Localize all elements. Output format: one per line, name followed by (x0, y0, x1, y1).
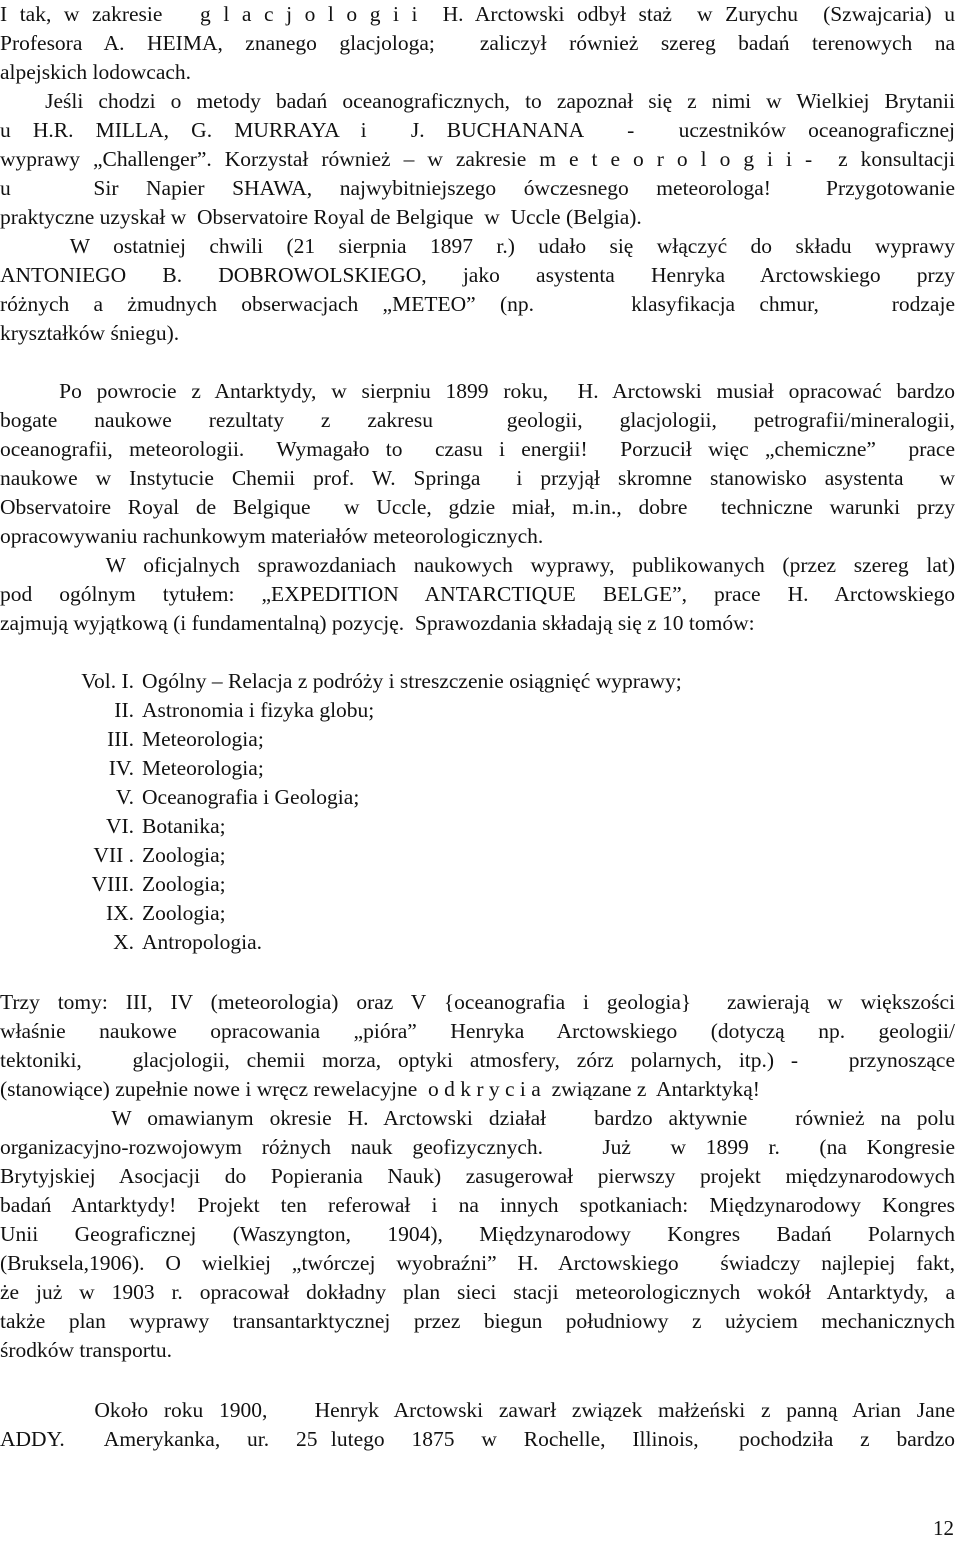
paragraph-line: I tak, w zakresie g l a c j o l o g i i H. Arctowski odbył staż w Zurychu (Szwajcaria) u (0, 2, 955, 26)
paragraph-line: ANTONIEGO B. DOBROWOLSKIEGO, jako asystenta Henryka Arctowskiego przy (0, 263, 955, 287)
paragraph-line: praktyczne uzyskał w Observatoire Royal de Belgique w Uccle (Belgia). (0, 205, 642, 229)
paragraph-line: zajmują wyjątkową (i fundamentalną) pozycję. Sprawozdania składają się z 10 tomów: (0, 611, 755, 635)
volume-title: Astronomia i fizyka globu; (142, 698, 375, 722)
volume-number: VIII. (91, 872, 134, 896)
paragraph-line: bogate naukowe rezultaty z zakresu geologii, glacjologii, petrografii/mineralogii, (0, 408, 955, 432)
paragraph-line: właśnie naukowe opracowania „pióra” Henryka Arctowskiego (dotyczą np. geologii/ (0, 1019, 955, 1043)
paragraph-line: Profesora A. HEIMA, znanego glacjologa; zaliczył również szereg badań terenowych na (0, 31, 955, 55)
paragraph-line: wyprawy „Challenger”. Korzystał również – w zakresie m e t e o r o l o g i i - z konsultacji (0, 147, 955, 171)
list-item (64, 841, 226, 870)
volume-number: III. (107, 727, 134, 751)
paragraph-line: Observatoire Royal de Belgique w Uccle, gdzie miał, m.in., dobre techniczne warunki przy (0, 495, 955, 519)
paragraph-line: naukowe w Instytucie Chemii prof. W. Springa i przyjął skromne stanowisko asystenta w (0, 466, 955, 490)
paragraph-line: także plan wyprawy transantarktycznej przez biegun południowy z użyciem mechanicznych (0, 1309, 955, 1333)
page-number: 12 (933, 1516, 954, 1540)
volume-number: VII . (93, 843, 134, 867)
paragraph-line: alpejskich lodowcach. (0, 60, 192, 84)
volume-title: Meteorologia; (142, 727, 264, 751)
paragraph-line: pod ogólnym tytułem: „EXPEDITION ANTARCTIQUE BELGE”, prace H. Arctowskiego (0, 582, 955, 606)
paragraph-line: Po powrocie z Antarktydy, w sierpniu 1899 roku, H. Arctowski musiał opracować bardzo (0, 379, 955, 403)
paragraph-line: Unii Geograficznej (Waszyngton, 1904), Międzynarodowy Kongres Badań Polarnych (0, 1222, 955, 1246)
paragraph-line: (Bruksela,1906). O wielkiej „twórczej wyobraźni” H. Arctowskiego świadczy najlepiej fakt, (0, 1251, 955, 1275)
list-item (64, 725, 264, 754)
paragraph-line: środków transportu. (0, 1338, 172, 1362)
volume-title: Zoologia; (142, 843, 226, 867)
volume-number: VI. (105, 814, 134, 838)
paragraph-line: organizacyjno-rozwojowym różnych nauk geofizycznych. Już w 1899 r. (na Kongresie (0, 1135, 955, 1159)
list-item (64, 667, 682, 696)
list-item (64, 696, 374, 725)
paragraph-line: u H.R. MILLA, G. MURRAYA i J. BUCHANANA - uczestników oceanograficznej (0, 118, 955, 142)
paragraph-line: badań Antarktydy! Projekt ten referował i na innych spotkaniach: Międzynarodowy Kongres (0, 1193, 955, 1217)
paragraph-line: W ostatniej chwili (21 sierpnia 1897 r.) udało się włączyć do składu wyprawy (0, 234, 955, 258)
list-item (64, 783, 359, 812)
paragraph-line: oceanografii, meteorologii. Wymagało to czasu i energii! Porzucił więc „chemiczne” prace (0, 437, 955, 461)
list-item (64, 754, 264, 783)
volume-number: IX. (105, 901, 134, 925)
paragraph-line: W oficjalnych sprawozdaniach naukowych wyprawy, publikowanych (przez szereg lat) (0, 553, 955, 577)
paragraph-line: ADDY. Amerykanka, ur. 25 lutego 1875 w Rochelle, Illinois, pochodziła z bardzo (0, 1427, 955, 1451)
list-item (64, 928, 262, 957)
list-item (64, 899, 226, 928)
paragraph-line: kryształków śniegu). (0, 321, 180, 345)
paragraph-line: W omawianym okresie H. Arctowski działał bardzo aktywnie również na polu (0, 1106, 955, 1130)
paragraph-line: Brytyjskiej Asocjacji do Popierania Nauk) zasugerował pierwszy projekt międzynarodowych (0, 1164, 955, 1188)
volume-title: Meteorologia; (142, 756, 264, 780)
list-item (64, 870, 226, 899)
paragraph-line: Trzy tomy: III, IV (meteorologia) oraz V {oceanografia i geologia} zawierają w większości (0, 990, 955, 1014)
volume-title: Antropologia. (142, 930, 263, 954)
paragraph-line: tektoniki, glacjologii, chemii morza, optyki atmosfery, zórz polarnych, itp.) - przynoszące (0, 1048, 955, 1072)
volume-title: Zoologia; (142, 872, 226, 896)
list-item (64, 812, 226, 841)
volume-title: Botanika; (142, 814, 226, 838)
paragraph-line: różnych a żmudnych obserwacjach „METEO” (np. klasyfikacja chmur, rodzaje (0, 292, 955, 316)
volume-title: Ogólny – Relacja z podróży i streszczenie osiągnięć wyprawy; (142, 669, 682, 693)
volume-number: Vol. I. (81, 669, 134, 693)
paragraph-line: u Sir Napier SHAWA, najwybitniejszego ówczesnego meteorologa! Przygotowanie (0, 176, 955, 200)
paragraph-line: (stanowiące) zupełnie nowe i wręcz rewelacyjne o d k r y c i a związane z Antarktyką! (0, 1077, 760, 1101)
volume-number: X. (113, 930, 134, 954)
volume-number: IV. (108, 756, 134, 780)
paragraph-line: że już w 1903 r. opracował dokładny plan sieci stacji meteorologicznych wokół Antarktydy, a (0, 1280, 955, 1304)
paragraph-line: Jeśli chodzi o metody badań oceanograficznych, to zapoznał się z nimi w Wielkiej Brytanii (0, 89, 955, 113)
volume-number: II. (114, 698, 134, 722)
paragraph-line: opracowywaniu rachunkowym materiałów meteorologicznych. (0, 524, 544, 548)
volume-title: Oceanografia i Geologia; (142, 785, 360, 809)
volume-number: V. (115, 785, 134, 809)
paragraph-line: Około roku 1900, Henryk Arctowski zawarł związek małżeński z panną Arian Jane (0, 1398, 955, 1422)
volume-title: Zoologia; (142, 901, 226, 925)
